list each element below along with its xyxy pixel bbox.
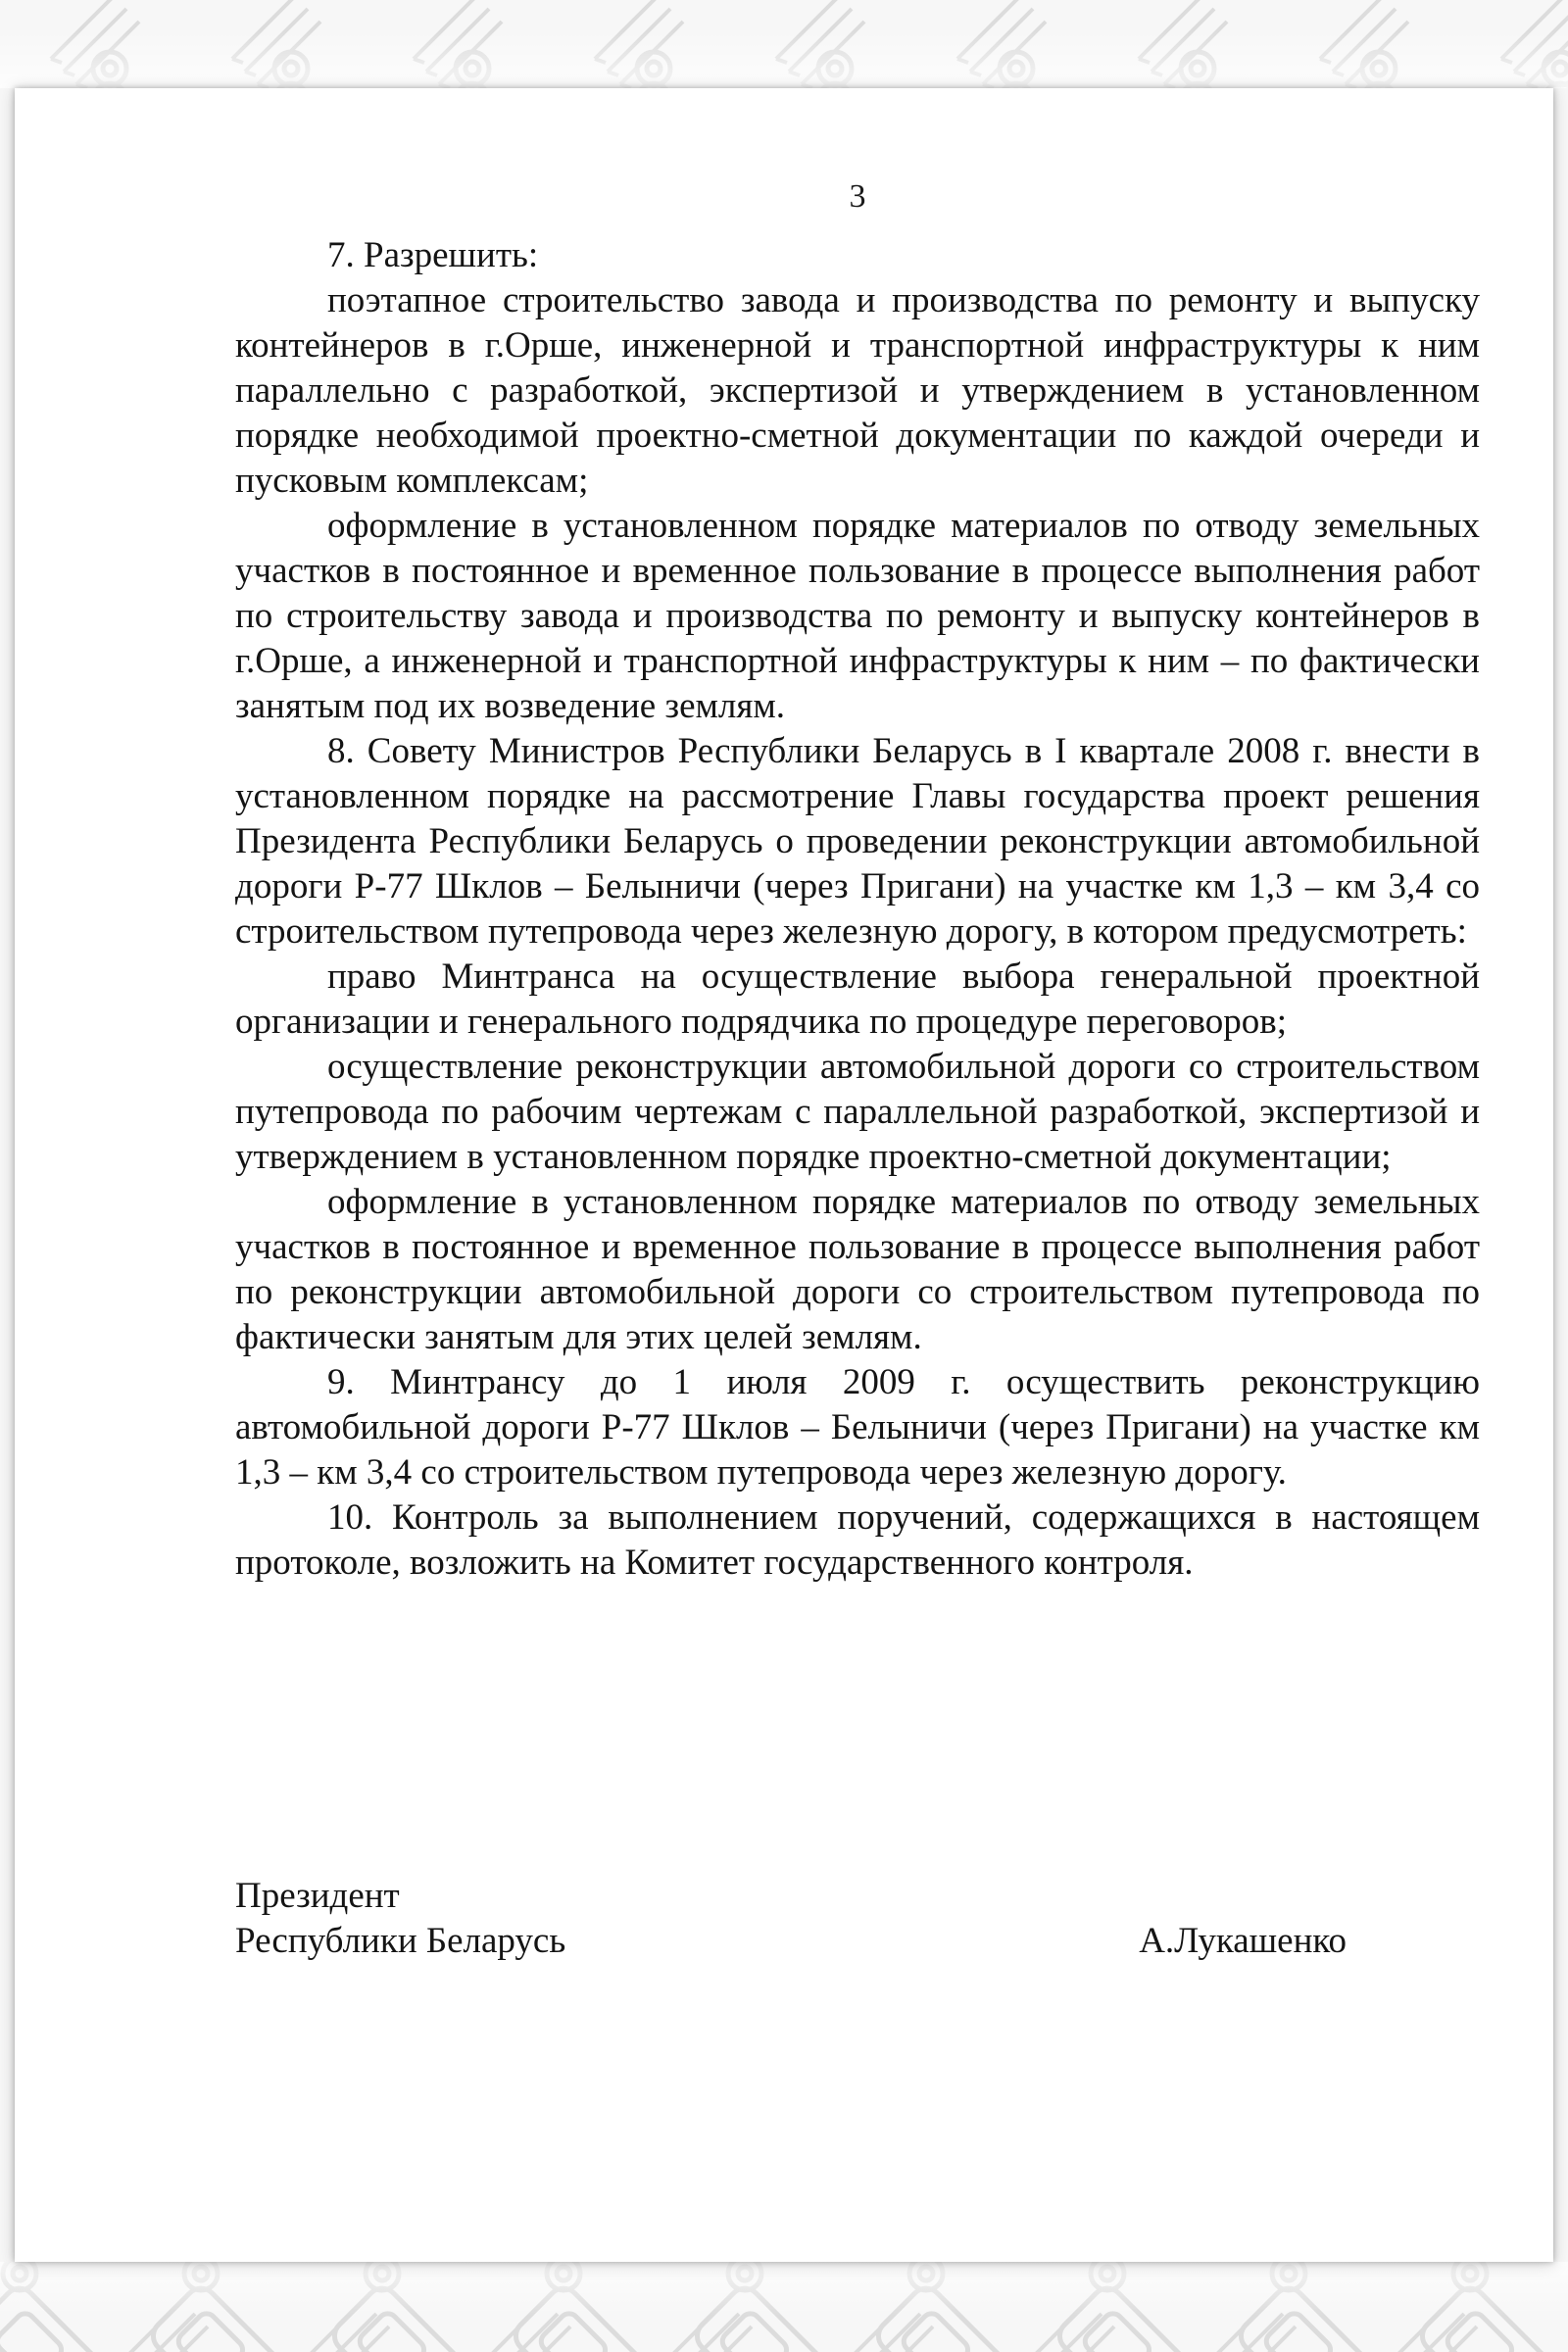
paragraph-7-subitem-1: поэтапное строительство завода и производства по ремонту и выпуску контейнеров в г.Орше, инженерной и транспортной инфраструктуры к ним параллельно с разработкой, экспертизой и утверждением в установленном порядке необходимой проектно-сметной документации по каждой очереди и пусковым комплексам; <box>235 280 1480 501</box>
paragraph-8-subitem-3: оформление в установленном порядке материалов по отводу земельных участков в постоянное и временное пользование в процессе выполнения работ по реконструкции автомобильной дороги со строительством путепровода по фактически занятым для этих целей землям. <box>235 1182 1480 1357</box>
paragraph-8-subitem-2: осуществление реконструкции автомобильной дороги со строительством путепровода по рабочим чертежам с параллельной разработкой, экспертизой и утверждением в установленном порядке проектно-сметной документации; <box>235 1047 1480 1177</box>
document-sheet <box>15 88 1553 2262</box>
signatory-title <box>235 1874 565 1964</box>
ornament-pattern-bottom <box>0 2262 1568 2352</box>
signatory-title-line-2: Республики Беларусь <box>235 1921 566 1961</box>
ornament-pattern-top <box>0 0 1568 88</box>
document-body <box>235 233 1480 1586</box>
signature-block <box>235 1874 1480 1964</box>
paragraph-8: 8. Совету Министров Республики Беларусь в I квартале 2008 г. внести в установленном порядке на рассмотрение Главы государства проект решения Президента Республики Беларусь о проведении реконструкции автомобильной дороги Р-77 Шклов – Белыничи (через Пригани) на участке км 1,3 – км 3,4 со строительством путепровода через железную дорогу, в котором предусмотреть: <box>235 731 1480 952</box>
paragraph-7-subitem-2: оформление в установленном порядке материалов по отводу земельных участков в постоянное и временное пользование в процессе выполнения работ по строительству завода и производства по ремонту и выпуску контейнеров в г.Орше, а инженерной и транспортной инфраструктуры к ним – по фактически занятым под их возведение землям. <box>235 506 1480 726</box>
paragraph-7-heading: 7. Разрешить: <box>327 235 539 275</box>
paragraph-8-subitem-1: право Минтранса на осуществление выбора генеральной проектной организации и генерального подрядчика по процедуре переговоров; <box>235 956 1480 1042</box>
page-number: 3 <box>849 178 866 215</box>
signatory-title-line-1: Президент <box>235 1876 400 1916</box>
paragraph-9: 9. Минтрансу до 1 июля 2009 г. осуществить реконструкцию автомобильной дороги Р-77 Шклов – Белыничи (через Пригани) на участке км 1,3 – км 3,4 со строительством путепровода через железную дорогу. <box>235 1362 1480 1493</box>
signatory-name: А.Лукашенко <box>1139 1921 1347 1961</box>
paragraph-10: 10. Контроль за выполнением поручений, содержащихся в настоящем протоколе, возложить на Комитет государственного контроля. <box>235 1497 1480 1583</box>
